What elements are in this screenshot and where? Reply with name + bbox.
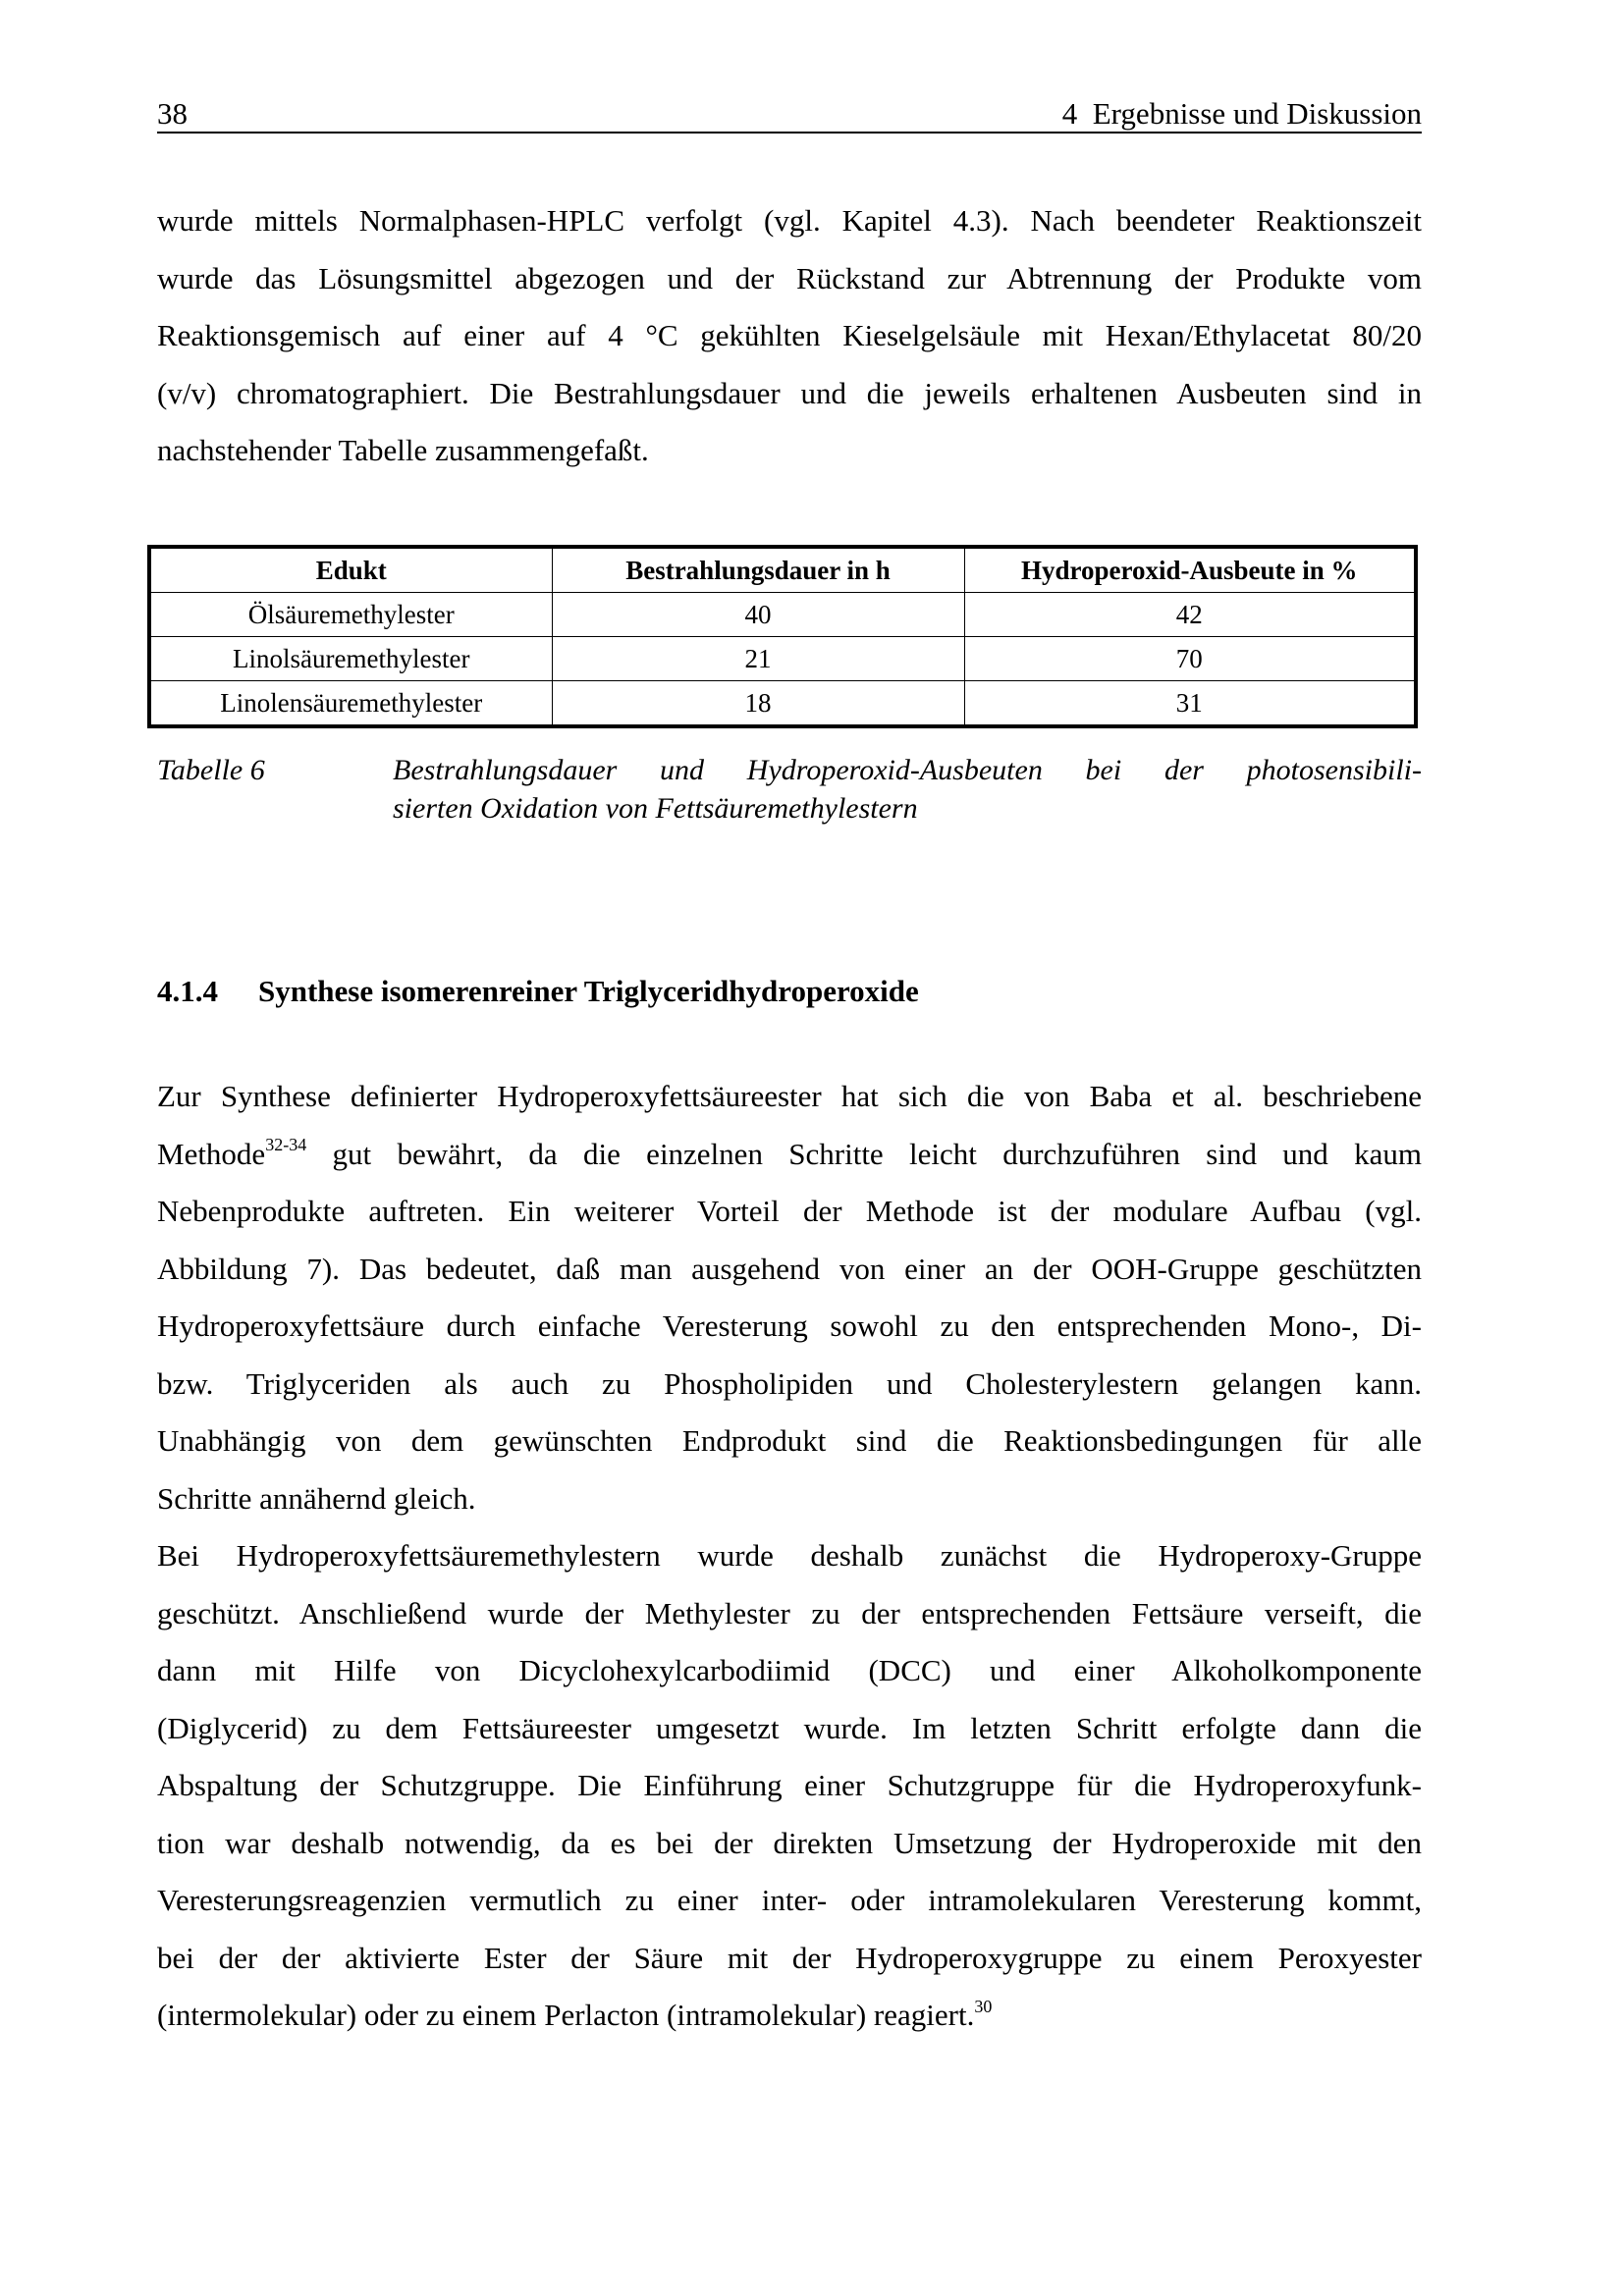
text-line: Unabhängig von dem gewünschten Endprodukt sind die Reaktionsbedingungen für alle <box>157 1423 1422 1458</box>
yield-table <box>147 545 1418 728</box>
page-header <box>157 96 1422 133</box>
text-fragment: Methode <box>157 1136 266 1171</box>
text-line: Zur Synthese definierter Hydroperoxyfettsäureester hat sich die von Baba et al. beschriebene <box>157 1079 1422 1113</box>
table-header-row <box>149 547 1416 593</box>
column-header-yield: Hydroperoxid-Ausbeute in % <box>964 547 1416 593</box>
caption-label: Tabelle 6 <box>157 754 265 786</box>
section-number: 4.1.4 <box>157 974 218 1008</box>
intro-paragraph <box>157 192 1422 480</box>
citation-superscript: 30 <box>974 1996 993 2016</box>
paragraph-1 <box>157 1068 1422 1527</box>
cell-yield: 42 <box>964 593 1416 637</box>
cell-yield: 31 <box>964 681 1416 727</box>
text-line <box>157 1987 1422 2045</box>
text-line: (Diglycerid) zu dem Fettsäureester umgesetzt wurde. Im letzten Schritt erfolgte dann die <box>157 1710 1422 1745</box>
chapter-title: 4 Ergebnisse und Diskussion <box>1061 96 1422 131</box>
text-line: Nebenprodukte auftreten. Ein weiterer Vorteil der Methode ist der modulare Aufbau (vgl. <box>157 1194 1422 1228</box>
section-title: Synthese isomerenreiner Triglyceridhydroperoxide <box>258 974 919 1008</box>
text-line: nachstehender Tabelle zusammengefaßt. <box>157 433 649 467</box>
cell-edukt: Linolensäuremethylester <box>149 681 552 727</box>
text-line: Abspaltung der Schutzgruppe. Die Einführung einer Schutzgruppe für die Hydroperoxyfunk- <box>157 1768 1422 1802</box>
caption-line: sierten Oxidation von Fettsäuremethylestern <box>393 792 918 825</box>
text-line: (v/v) chromatographiert. Die Bestrahlungsdauer und die jeweils erhaltenen Ausbeuten sind in <box>157 375 1422 410</box>
column-header-duration: Bestrahlungsdauer in h <box>552 547 964 593</box>
caption-text <box>393 751 1422 828</box>
text-line: wurde das Lösungsmittel abgezogen und der Rückstand zur Abtrennung der Produkte vom <box>157 260 1422 295</box>
text-fragment: (intermolekular) oder zu einem Perlacton (intramolekular) reagiert. <box>157 1998 975 2032</box>
cell-duration: 18 <box>552 681 964 727</box>
citation-superscript: 32-34 <box>265 1135 307 1155</box>
cell-duration: 21 <box>552 637 964 681</box>
paragraph-2 <box>157 1527 1422 2045</box>
cell-edukt: Ölsäuremethylester <box>149 593 552 637</box>
table-row <box>149 681 1416 727</box>
cell-duration: 40 <box>552 593 964 637</box>
page-number: 38 <box>157 96 188 131</box>
text-line: Abbildung 7). Das bedeutet, daß man ausgehend von einer an der OOH-Gruppe geschützten <box>157 1251 1422 1286</box>
text-fragment: gut bewährt, da die einzelnen Schritte leicht durchzuführen sind und kaum <box>306 1136 1422 1171</box>
cell-yield: 70 <box>964 637 1416 681</box>
text-line: Reaktionsgemisch auf einer auf 4 °C gekühlten Kieselgelsäule mit Hexan/Ethylacetat 80/20 <box>157 318 1422 352</box>
text-line: dann mit Hilfe von Dicyclohexylcarbodiimid (DCC) und einer Alkoholkomponente <box>157 1653 1422 1687</box>
text-line: Bei Hydroperoxyfettsäuremethylestern wurde deshalb zunächst die Hydroperoxy-Gruppe <box>157 1538 1422 1573</box>
text-line <box>157 1126 1422 1184</box>
caption-line: Bestrahlungsdauer und Hydroperoxid-Ausbeuten bei der photosensibili- <box>393 754 1422 786</box>
text-line: Veresterungsreagenzien vermutlich zu einer inter- oder intramolekularen Veresterung kommt, <box>157 1883 1422 1917</box>
text-line: bzw. Triglyceriden als auch zu Phospholipiden und Cholesterylestern gelangen kann. <box>157 1365 1422 1401</box>
cell-edukt: Linolsäuremethylester <box>149 637 552 681</box>
text-line: bei der der aktivierte Ester der Säure mit der Hydroperoxygruppe zu einem Peroxyester <box>157 1940 1422 1975</box>
text-line: wurde mittels Normalphasen-HPLC verfolgt (vgl. Kapitel 4.3). Nach beendeter Reaktionszeit <box>157 203 1422 238</box>
text-line: Hydroperoxyfettsäure durch einfache Veresterung sowohl zu den entsprechenden Mono-, Di- <box>157 1308 1422 1343</box>
table-row <box>149 593 1416 637</box>
column-header-edukt: Edukt <box>149 547 552 593</box>
text-line: Schritte annähernd gleich. <box>157 1480 476 1516</box>
table-row <box>149 637 1416 681</box>
text-line: geschützt. Anschließend wurde der Methylester zu der entsprechenden Fettsäure verseift, die <box>157 1595 1422 1630</box>
text-line: tion war deshalb notwendig, da es bei der direkten Umsetzung der Hydroperoxide mit den <box>157 1825 1422 1860</box>
